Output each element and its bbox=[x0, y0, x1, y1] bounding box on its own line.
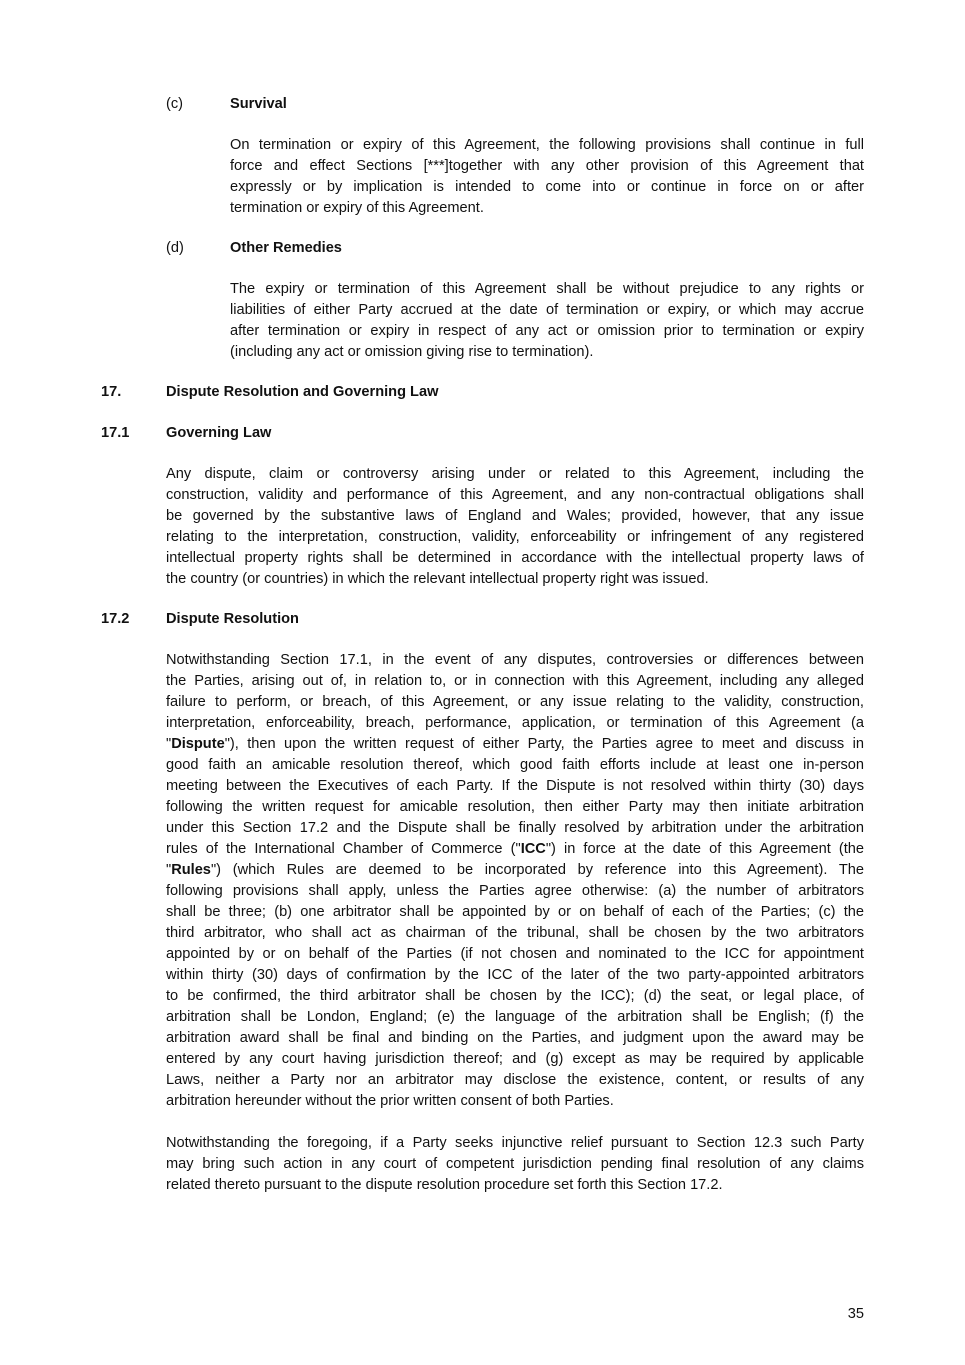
section-heading: Other Remedies bbox=[230, 240, 342, 256]
section-paragraph bbox=[166, 464, 864, 590]
text-line: force and effect Sections [***]together with any other provision of this Agreement that bbox=[230, 158, 864, 174]
text-line: appointed by or on behalf of the Parties (if not chosen and nominated to the ICC for appointment bbox=[166, 946, 864, 962]
section-heading: Dispute Resolution bbox=[166, 611, 299, 627]
text-line: the country (or countries) in which the relevant intellectual property right was issued. bbox=[166, 571, 709, 587]
text-line: Notwithstanding Section 17.1, in the event of any disputes, controversies or differences between bbox=[166, 652, 864, 668]
page-number: 35 bbox=[847, 1306, 864, 1322]
text-line: to be confirmed, the third arbitrator shall be chosen by the ICC); (d) the seat, or legal place, of bbox=[166, 988, 864, 1004]
text-line: construction, validity and performance of this Agreement, and any non-contractual obligations shall bbox=[166, 487, 864, 503]
text-line: Laws, neither a Party nor an arbitrator may disclose the existence, content, or results of any bbox=[166, 1072, 864, 1088]
text-line: intellectual property rights shall be determined in accordance with the intellectual property laws of bbox=[166, 550, 864, 566]
text-line: following the written request for amicable resolution, then either Party may then initiate arbitration bbox=[166, 799, 864, 815]
text-line: shall be three; (b) one arbitrator shall be appointed by or on behalf of each of the Parties; (c) the bbox=[166, 904, 864, 920]
text-segment: " bbox=[166, 736, 172, 752]
text-line bbox=[166, 839, 864, 860]
section-number: (c) bbox=[166, 96, 184, 112]
section-number: 17.1 bbox=[101, 425, 130, 441]
defined-term: Dispute bbox=[171, 736, 225, 752]
section-heading: Governing Law bbox=[166, 425, 272, 441]
text-line: interpretation, enforceability, breach, performance, application, or termination of this Agreement (a bbox=[166, 715, 864, 731]
text-line: the Parties, arising out of, in relation to, or in connection with this Agreement, including any alleged bbox=[166, 673, 864, 689]
text-segment: " bbox=[166, 862, 172, 878]
text-line: related thereto pursuant to the dispute resolution procedure set forth this Section 17.2. bbox=[166, 1177, 723, 1193]
text-line: liabilities of either Party accrued at the date of termination or expiry, or which may accrue bbox=[230, 302, 864, 318]
text-line: The expiry or termination of this Agreement shall be without prejudice to any rights or bbox=[230, 281, 864, 297]
defined-term: Rules bbox=[171, 862, 211, 878]
section-paragraph bbox=[166, 1133, 864, 1196]
text-line: following provisions shall apply, unless the Parties agree otherwise: (a) the number of arbitrators bbox=[166, 883, 864, 899]
section-number: 17. bbox=[101, 384, 122, 400]
text-line: arbitration shall be London, England; (e) the language of the arbitration shall be English; (f) the bbox=[166, 1009, 864, 1025]
text-line: Notwithstanding the foregoing, if a Party seeks injunctive relief pursuant to Section 12.3 such Party bbox=[166, 1135, 864, 1151]
text-segment: rules of the International Chamber of Commerce (" bbox=[166, 841, 521, 857]
section-heading: Dispute Resolution and Governing Law bbox=[166, 384, 439, 400]
text-line: termination or expiry of this Agreement. bbox=[230, 200, 484, 216]
text-line: after termination or expiry in respect of any act or omission prior to termination or expiry bbox=[230, 323, 864, 339]
section-number: (d) bbox=[166, 240, 184, 256]
text-line: arbitration hereunder without the prior written consent of both Parties. bbox=[166, 1093, 614, 1109]
text-line: Any dispute, claim or controversy arising under or related to this Agreement, including the bbox=[166, 466, 864, 482]
text-line: be governed by the substantive laws of England and Wales; provided, however, that any issue bbox=[166, 508, 864, 524]
text-line: good faith an amicable resolution thereof, which good faith efforts include at least one in-person bbox=[166, 757, 864, 773]
section-paragraph bbox=[166, 650, 864, 1112]
text-line: failure to perform, or breach, of this Agreement, or any issue relating to the validity, construction, bbox=[166, 694, 864, 710]
text-line bbox=[166, 734, 864, 755]
text-line: within thirty (30) days of confirmation by the ICC of the later of the two party-appointed arbitrators bbox=[166, 967, 864, 983]
text-line: meeting between the Executives of each Party. If the Dispute is not resolved within thirty (30) days bbox=[166, 778, 864, 794]
section-paragraph bbox=[230, 279, 864, 363]
text-line: under this Section 17.2 and the Dispute shall be finally resolved by arbitration under the arbitration bbox=[166, 820, 864, 836]
section-heading: Survival bbox=[230, 96, 287, 112]
text-line: may bring such action in any court of competent jurisdiction pending final resolution of any claims bbox=[166, 1156, 864, 1172]
text-line: On termination or expiry of this Agreement, the following provisions shall continue in full bbox=[230, 137, 864, 153]
text-line: relating to the interpretation, construction, validity, enforceability or infringement of any registered bbox=[166, 529, 864, 545]
text-line: entered by any court having jurisdiction thereof; and (g) except as may be required by applicable bbox=[166, 1051, 864, 1067]
text-line: expressly or by implication is intended to come into or continue in force on or after bbox=[230, 179, 864, 195]
text-segment: ") (which Rules are deemed to be incorporated by reference into this Agreement). The bbox=[210, 862, 864, 878]
section-number: 17.2 bbox=[101, 611, 130, 627]
text-line: arbitration award shall be final and binding on the Parties, and judgment upon the award may be bbox=[166, 1030, 864, 1046]
defined-term: ICC bbox=[520, 841, 546, 857]
text-line bbox=[166, 860, 864, 881]
text-line: (including any act or omission giving rise to termination). bbox=[230, 344, 594, 360]
text-segment: "), then upon the written request of either Party, the Parties agree to meet and discuss in bbox=[224, 736, 864, 752]
text-line: third arbitrator, who shall act as chairman of the tribunal, shall be chosen by the two arbitrators bbox=[166, 925, 864, 941]
text-segment: ") in force at the date of this Agreement (the bbox=[545, 841, 865, 857]
section-paragraph bbox=[230, 135, 864, 219]
